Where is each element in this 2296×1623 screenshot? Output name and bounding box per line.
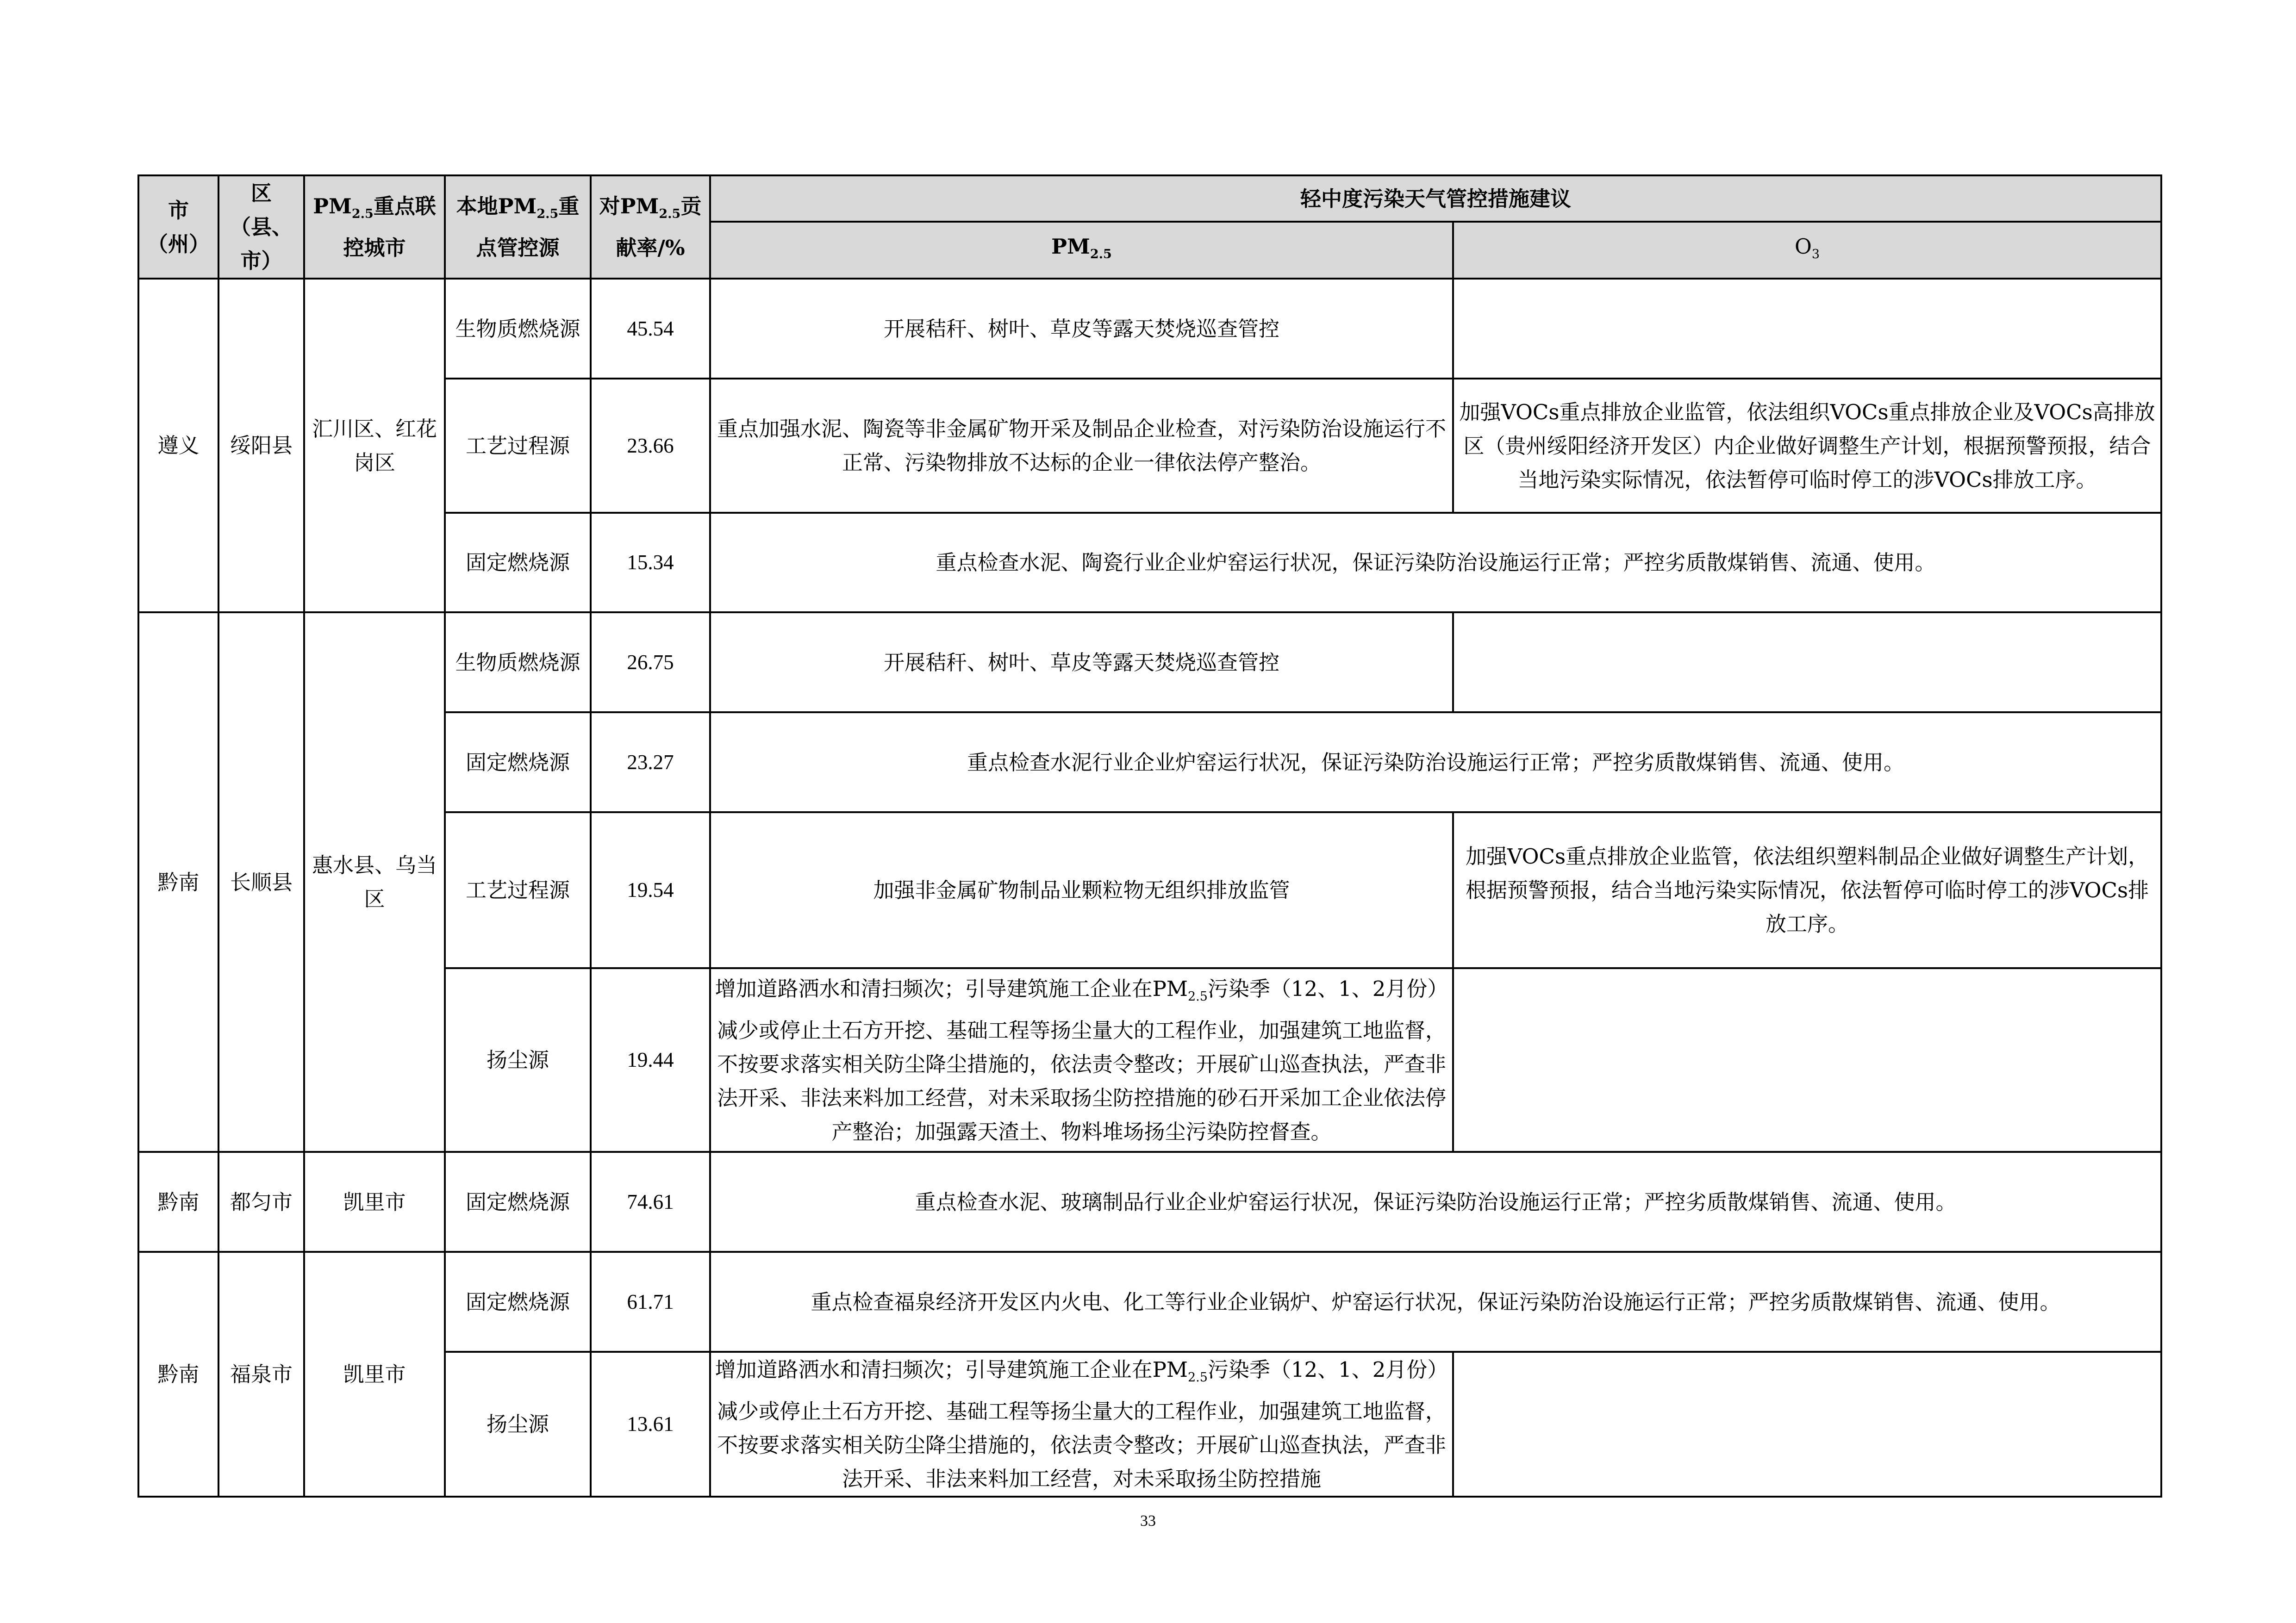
city-cell: 黔南 <box>138 1152 218 1252</box>
city-cell: 黔南 <box>138 612 218 1152</box>
source-cell: 工艺过程源 <box>445 812 591 968</box>
table-row <box>138 1252 2161 1352</box>
pm25-measure-cell: 重点加强水泥、陶瓷等非金属矿物开采及制品企业检查，对污染防治设施运行不正常、污染物排放不达标的企业一律依法停产整治。 <box>710 379 1453 513</box>
o3-measure-cell <box>1453 279 2161 379</box>
rate-cell: 15.34 <box>591 513 710 612</box>
header-local-source: 本地$PM_{2.5}$重点管控源 <box>445 175 591 279</box>
rate-cell: 26.75 <box>591 612 710 712</box>
district-cell: 长顺县 <box>218 612 304 1152</box>
header-city: 市（州） <box>138 175 218 279</box>
joint-city-cell: 凯里市 <box>304 1252 445 1497</box>
merged-measure-cell: 重点检查水泥、玻璃制品行业企业炉窑运行状况，保证污染防治设施运行正常；严控劣质散煤销售、流通、使用。 <box>710 1152 2161 1252</box>
city-cell: 黔南 <box>138 1252 218 1497</box>
district-cell: 都匀市 <box>218 1152 304 1252</box>
table-row <box>138 279 2161 379</box>
rate-cell: 61.71 <box>591 1252 710 1352</box>
merged-measure-cell: 重点检查水泥、陶瓷行业企业炉窑运行状况，保证污染防治设施运行正常；严控劣质散煤销售、流通、使用。 <box>710 513 2161 612</box>
pm25-measure-cell: 加强非金属矿物制品业颗粒物无组织排放监管 <box>710 812 1453 968</box>
source-cell: 生物质燃烧源 <box>445 612 591 712</box>
header-measures: 轻中度污染天气管控措施建议 <box>710 175 2161 222</box>
rate-cell: 13.61 <box>591 1352 710 1497</box>
page-number: 33 <box>1140 1512 1156 1530</box>
city-cell: 遵义 <box>138 279 218 612</box>
source-cell: 生物质燃烧源 <box>445 279 591 379</box>
table-row <box>138 1152 2161 1252</box>
header-o3: $O_3$ <box>1453 222 2161 279</box>
joint-city-cell: 凯里市 <box>304 1152 445 1252</box>
pm25-measure-cell: 增加道路洒水和清扫频次；引导建筑施工企业在$PM_{2.5}$污染季（12、1、2月份）减少或停止土石方开挖、基础工程等扬尘量大的工程作业，加强建筑工地监督，不按要求落实相关防尘降尘措施的，依法责令整改；开展矿山巡查执法，严查非法开采、非法来料加工经营，对未采取扬尘防控措施的砂石开采加工企业依法停产整治；加强露天渣土、物料堆场扬尘污染防控督查。 <box>710 968 1453 1152</box>
header-pm25: $PM_{2.5}$ <box>710 222 1453 279</box>
pm25-measure-cell: 增加道路洒水和清扫频次；引导建筑施工企业在$PM_{2.5}$污染季（12、1、2月份）减少或停止土石方开挖、基础工程等扬尘量大的工程作业，加强建筑工地监督，不按要求落实相关防尘降尘措施的，依法责令整改；开展矿山巡查执法，严查非法开采、非法来料加工经营，对未采取扬尘防控措施 <box>710 1352 1453 1497</box>
source-cell: 固定燃烧源 <box>445 1152 591 1252</box>
rate-cell: 74.61 <box>591 1152 710 1252</box>
header-joint-city: $PM_{2.5}$重点联控城市 <box>304 175 445 279</box>
pollution-control-table <box>137 174 2162 1498</box>
pm25-measure-cell: 开展秸秆、树叶、草皮等露天焚烧巡查管控 <box>710 612 1453 712</box>
rate-cell: 19.54 <box>591 812 710 968</box>
o3-measure-cell: 加强VOCs重点排放企业监管，依法组织塑料制品企业做好调整生产计划，根据预警预报，结合当地污染实际情况，依法暂停可临时停工的涉VOCs排放工序。 <box>1453 812 2161 968</box>
rate-cell: 19.44 <box>591 968 710 1152</box>
source-cell: 固定燃烧源 <box>445 712 591 812</box>
merged-measure-cell: 重点检查福泉经济开发区内火电、化工等行业企业锅炉、炉窑运行状况，保证污染防治设施运行正常；严控劣质散煤销售、流通、使用。 <box>710 1252 2161 1352</box>
rate-cell: 45.54 <box>591 279 710 379</box>
rate-cell: 23.66 <box>591 379 710 513</box>
pm25-measure-cell: 开展秸秆、树叶、草皮等露天焚烧巡查管控 <box>710 279 1453 379</box>
o3-measure-cell <box>1453 612 2161 712</box>
source-cell: 工艺过程源 <box>445 379 591 513</box>
table-row <box>138 612 2161 712</box>
source-cell: 扬尘源 <box>445 1352 591 1497</box>
joint-city-cell: 惠水县、乌当区 <box>304 612 445 1152</box>
o3-measure-cell <box>1453 1352 2161 1497</box>
district-cell: 福泉市 <box>218 1252 304 1497</box>
merged-measure-cell: 重点检查水泥行业企业炉窑运行状况，保证污染防治设施运行正常；严控劣质散煤销售、流通、使用。 <box>710 712 2161 812</box>
source-cell: 固定燃烧源 <box>445 513 591 612</box>
source-cell: 扬尘源 <box>445 968 591 1152</box>
district-cell: 绥阳县 <box>218 279 304 612</box>
rate-cell: 23.27 <box>591 712 710 812</box>
source-cell: 固定燃烧源 <box>445 1252 591 1352</box>
header-contribution: 对$PM_{2.5}$贡献率/% <box>591 175 710 279</box>
header-row-1 <box>138 175 2161 222</box>
header-district: 区（县、市） <box>218 175 304 279</box>
o3-measure-cell: 加强VOCs重点排放企业监管，依法组织VOCs重点排放企业及VOCs高排放区（贵州绥阳经济开发区）内企业做好调整生产计划，根据预警预报，结合当地污染实际情况，依法暂停可临时停工的涉VOCs排放工序。 <box>1453 379 2161 513</box>
o3-measure-cell <box>1453 968 2161 1152</box>
joint-city-cell: 汇川区、红花岗区 <box>304 279 445 612</box>
